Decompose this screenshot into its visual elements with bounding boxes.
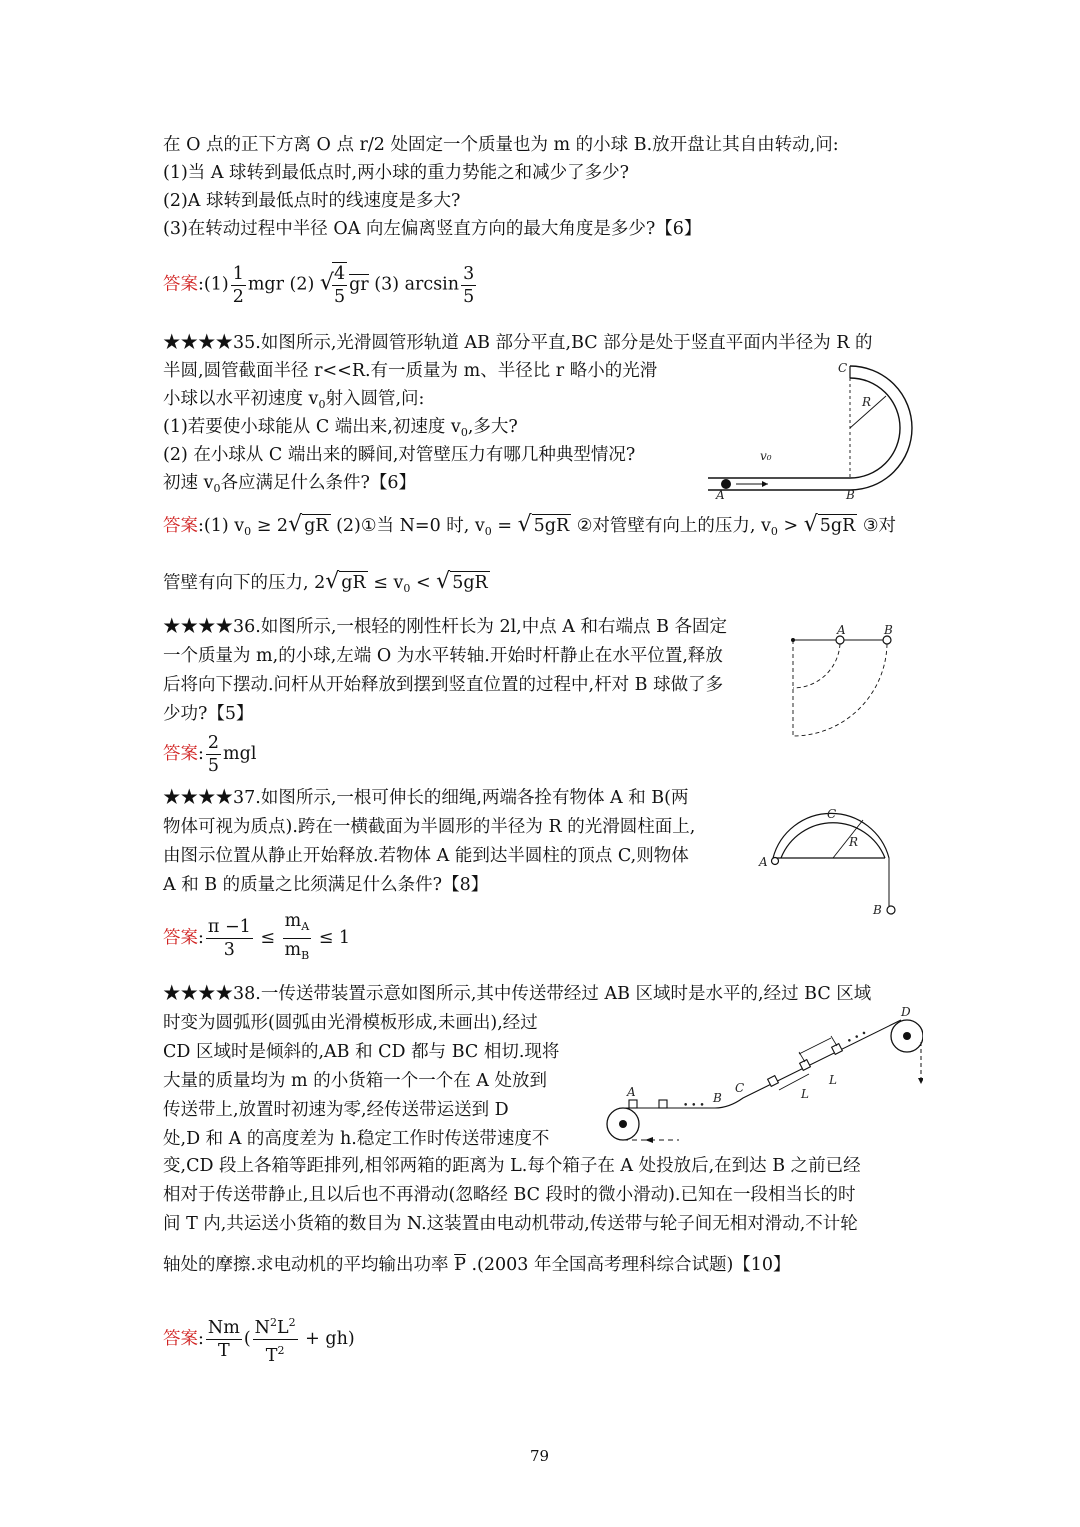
q37-line-3: 由图示位置从静止开始释放.若物体 A 能到达半圆柱的顶点 C,则物体: [163, 846, 689, 866]
q36-line-4: 少功?【5】: [163, 704, 254, 724]
q36-figure: [785, 624, 900, 742]
label-r: R: [862, 395, 872, 409]
label-v0: v₀: [760, 449, 772, 463]
q35-line-1: ★★★★35.如图所示,光滑圆管形轨道 AB 部分平直,BC 部分是处于竖直平面内半径为 R 的: [163, 333, 873, 353]
svg-text:• • •: • • •: [845, 1028, 870, 1048]
q35-line-4: (1)若要使小球能从 C 端出来,初速度 $v_0$,多大?: [163, 417, 518, 439]
q38-line-10: 轴处的摩擦.求电动机的平均输出功率 $\overline{P}$ .(2003 年全国高考理科综合试题)【10】: [163, 1255, 791, 1275]
q38-line-7: 变,CD 段上各箱等距排列,相邻两箱的距离为 L.每个箱子在 A 处投放后,在到达 B 之前已经: [163, 1156, 861, 1176]
q38-answer: 答案: $\frac{Nm}{T}$ ( $\frac{N^2L^2}{T^2}$ + gh): [163, 1312, 355, 1367]
q35-line-5: (2) 在小球从 C 端出来的瞬间,对管壁压力有哪几种典型情况?: [163, 445, 636, 465]
q38-figure: [603, 1002, 923, 1150]
svg-text:A: A: [627, 1085, 636, 1099]
q35-answer-1: 答案:(1) $v_0 \ge 2√$ gR (2)①当 N=0 时, $v_0$ = √ 5gR ②对管壁有向上的压力, $v_0$ > √ 5gR ③对: [163, 512, 897, 538]
q38-line-8: 相对于传送带静止,且以后也不再滑动(忽略经 BC 段时的微小滑动).已知在一段相当长的时: [163, 1185, 856, 1205]
q37-figure: [755, 794, 905, 924]
q36-line-1: ★★★★36.如图所示,一根轻的刚性杆长为 2l,中点 A 和右端点 B 各固定: [163, 617, 727, 637]
q37-answer: 答案: $\frac{\pi -1}{3}$ ≤ $\frac{m_A}{m_B}$ ≤ 1: [163, 911, 351, 962]
q36-line-3: 后将向下摆动.问杆从开始释放到摆到竖直位置的过程中,杆对 B 球做了多: [163, 675, 724, 695]
label-b: B: [846, 488, 855, 501]
intro-line-2: (1)当 A 球转到最低点时,两小球的重力势能之和减少了多少?: [163, 163, 629, 183]
svg-text:A: A: [759, 855, 768, 869]
q36-line-2: 一个质量为 m,的小球,左端 O 为水平转轴.开始时杆静止在水平位置,释放: [163, 646, 723, 666]
svg-text:L: L: [801, 1087, 809, 1101]
q38-line-2: 时变为圆弧形(圆弧由光滑模板形成,未画出),经过: [163, 1013, 538, 1033]
q38-line-6: 处,D 和 A 的高度差为 h.稳定工作时传送带速度不: [163, 1129, 550, 1149]
q36-answer: 答案: $\frac{2}{5}$ mgl: [163, 733, 257, 776]
page-number: 79: [530, 1447, 550, 1465]
svg-text:R: R: [849, 835, 859, 849]
svg-text:A: A: [837, 624, 846, 637]
svg-text:B: B: [884, 624, 893, 637]
svg-text:D: D: [901, 1005, 911, 1019]
q38-line-1: ★★★★38.一传送带装置示意如图所示,其中传送带经过 AB 区域时是水平的,经过 BC 区域: [163, 984, 872, 1004]
intro-answer: 答案:(1) $\frac{1}{2}$ mgr (2) √ $\frac{4}{5}$ gr (3) arcsin $\frac{3}{5}$: [163, 263, 475, 307]
intro-line-1: 在 O 点的正下方离 O 点 r/2 处固定一个质量也为 m 的小球 B.放开盘让其自由转动,问:: [163, 135, 839, 155]
q38-line-5: 传送带上,放置时初速为零,经传送带运送到 D: [163, 1100, 509, 1120]
label-a: A: [716, 488, 725, 501]
q35-line-2: 半圆,圆管截面半径 r<<R.有一质量为 m、半径比 r 略小的光滑: [163, 361, 658, 381]
svg-text:B: B: [873, 903, 882, 917]
q35-line-6: 初速 $v_0$各应满足什么条件?【6】: [163, 473, 416, 495]
intro-line-4: (3)在转动过程中半径 OA 向左偏离竖直方向的最大角度是多少?【6】: [163, 219, 702, 239]
svg-text:• • •: • • •: [683, 1101, 705, 1111]
q35-answer-2: 管壁有向下的压力, 2√ gR ≤ $v_0$ < √ 5gR: [163, 569, 488, 595]
intro-line-3: (2)A 球转到最低点时的线速度是多大?: [163, 191, 461, 211]
q38-line-9: 间 T 内,共运送小货箱的数目为 N.这装置由电动机带动,传送带与轮子间无相对滑动,不计轮: [163, 1214, 858, 1234]
svg-text:L: L: [829, 1073, 837, 1087]
answer-label: 答案: [163, 274, 198, 295]
q37-line-1: ★★★★37.如图所示,一根可伸长的细绳,两端各拴有物体 A 和 B(两: [163, 788, 689, 808]
svg-text:C: C: [735, 1081, 745, 1095]
q35-line-3: 小球以水平初速度 $v_0$射入圆管,问:: [163, 389, 425, 411]
q35-figure: [700, 356, 925, 501]
svg-text:B: B: [713, 1091, 722, 1105]
q38-line-4: 大量的质量均为 m 的小货箱一个一个在 A 处放到: [163, 1071, 547, 1091]
q38-line-3: CD 区域时是倾斜的,AB 和 CD 都与 BC 相切.现将: [163, 1042, 560, 1062]
q37-line-4: A 和 B 的质量之比须满足什么条件?【8】: [163, 875, 489, 895]
label-c: C: [838, 361, 848, 375]
q37-line-2: 物体可视为质点).跨在一横截面为半圆形的半径为 R 的光滑圆柱面上,: [163, 817, 696, 837]
svg-text:C: C: [827, 807, 837, 821]
